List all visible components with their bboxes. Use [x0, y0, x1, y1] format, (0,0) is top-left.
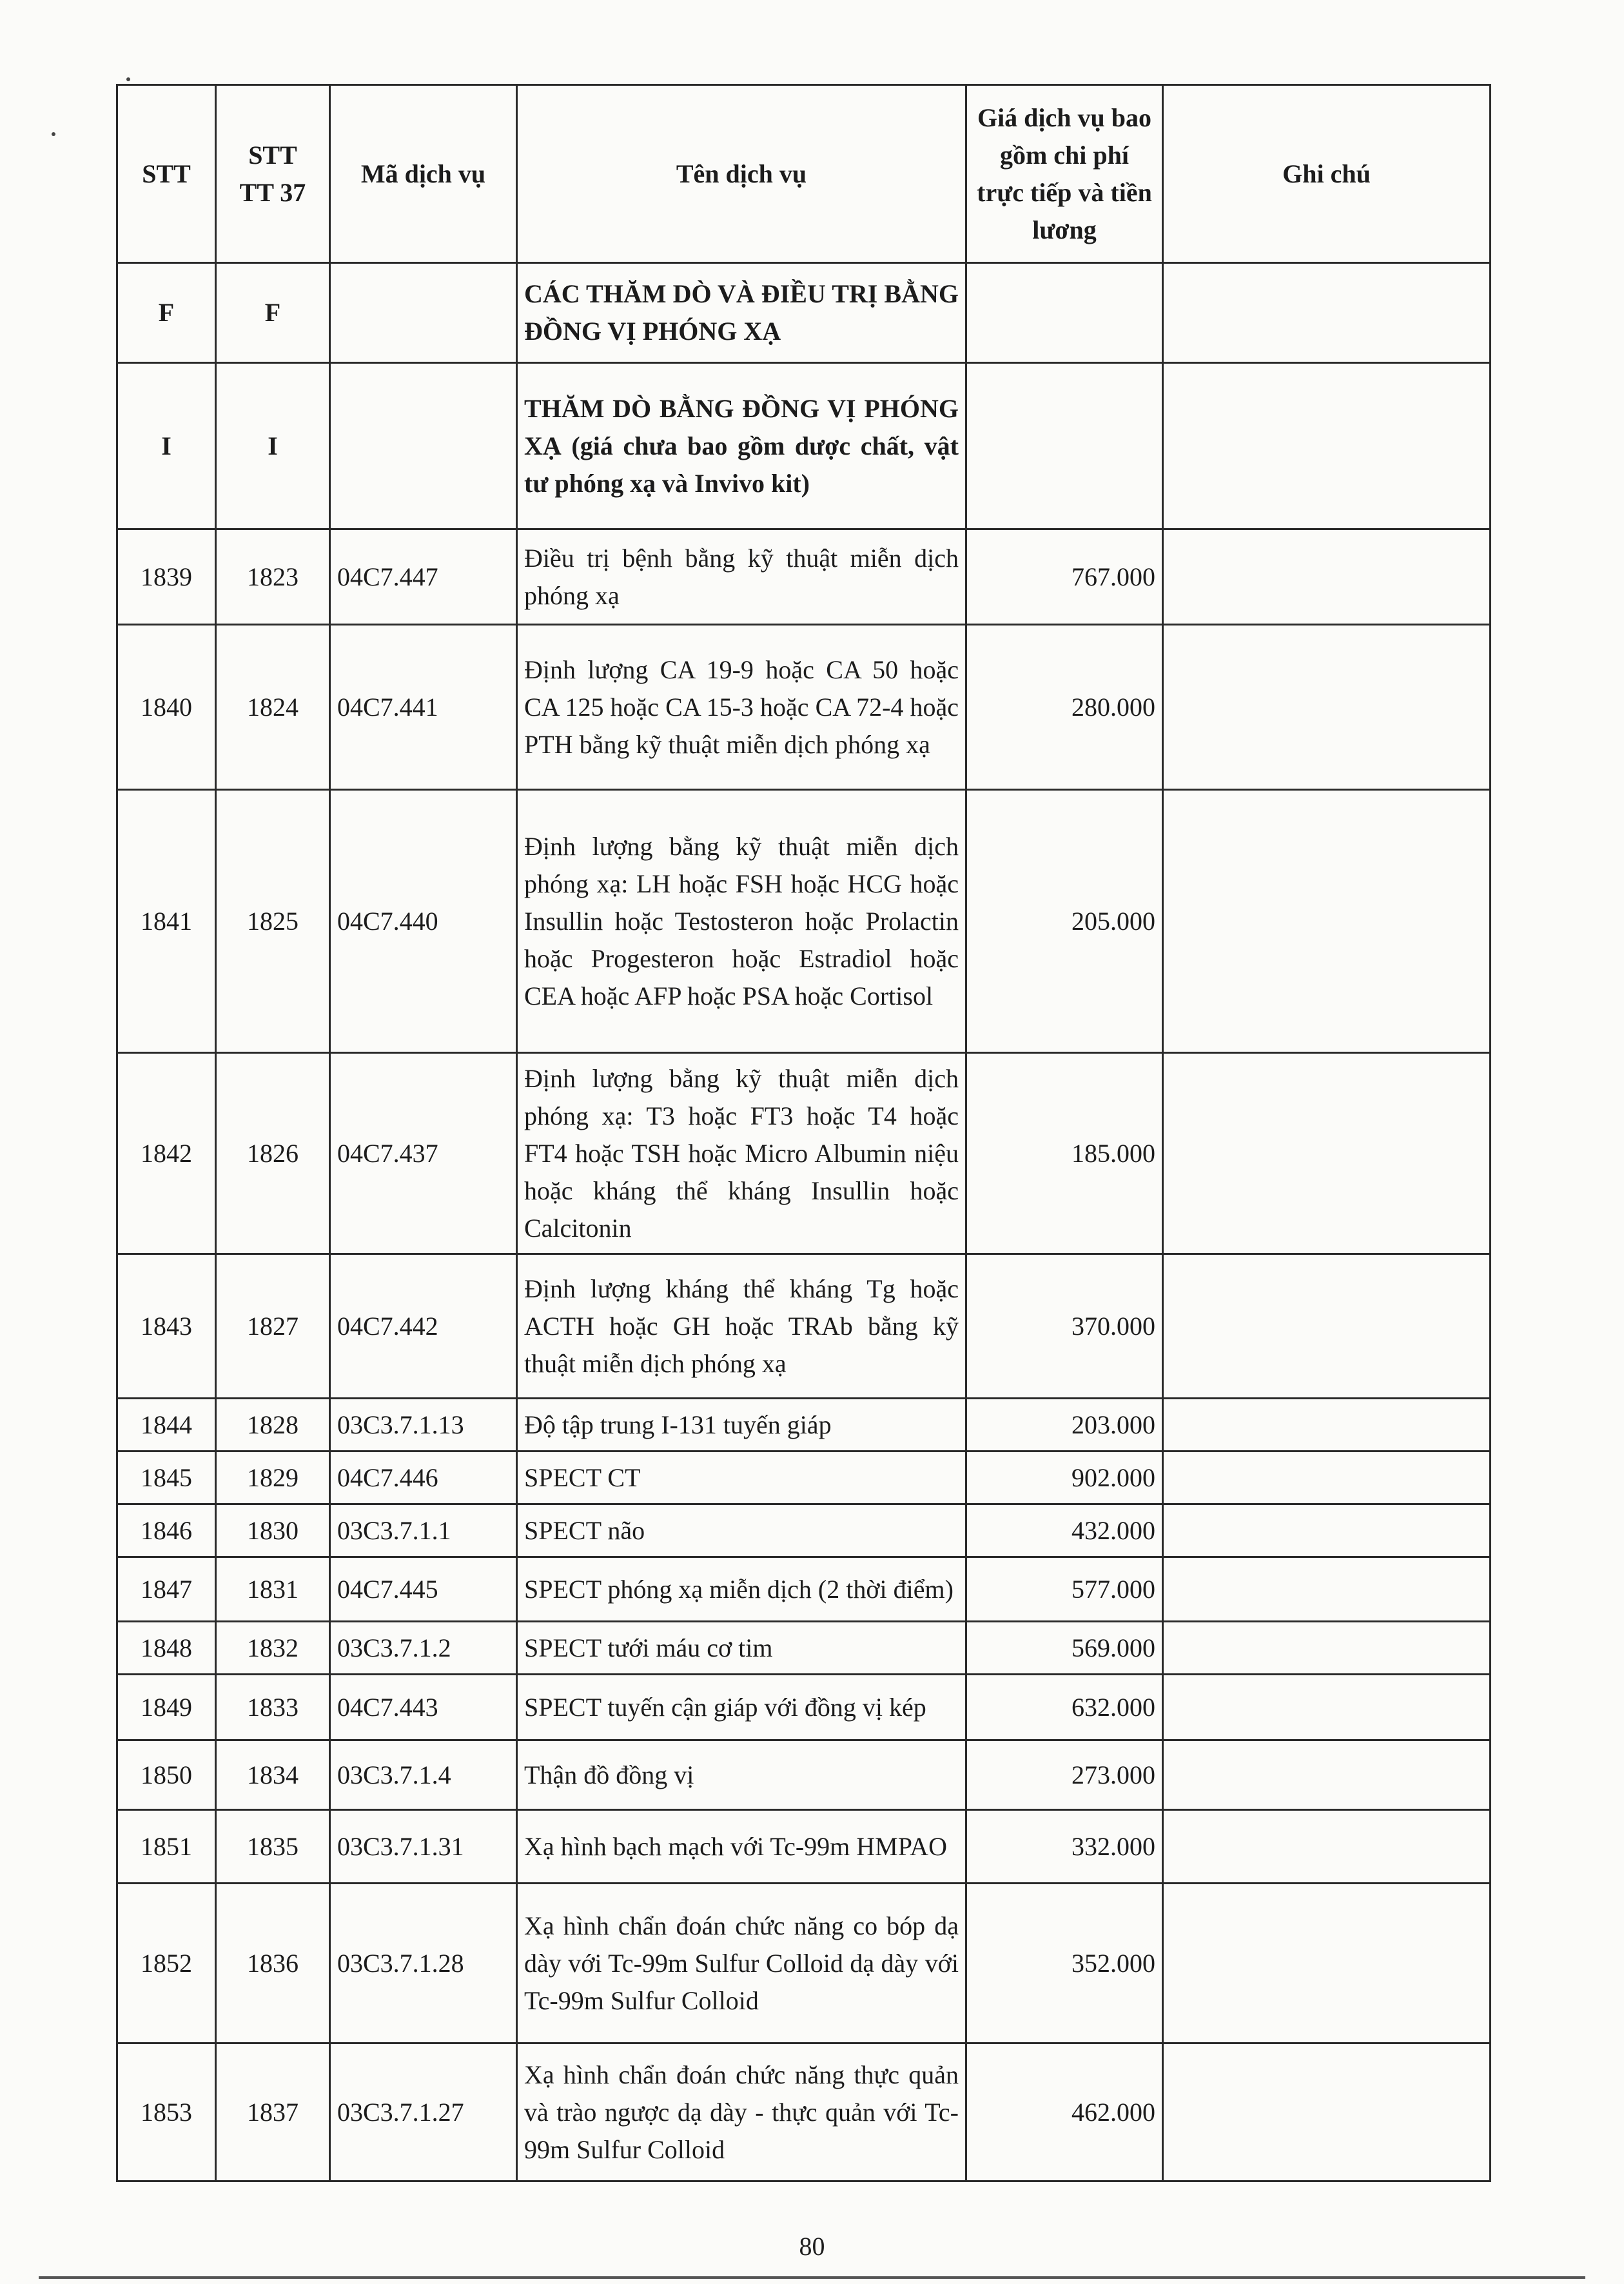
- row-stt: 1851: [117, 1810, 216, 1884]
- row-note: [1163, 2043, 1491, 2181]
- row-stt: 1848: [117, 1622, 216, 1675]
- row-service-code: 03C3.7.1.1: [330, 1504, 517, 1557]
- row-stt: 1845: [117, 1452, 216, 1504]
- table-row: [117, 2043, 1491, 2181]
- row-price: 432.000: [966, 1504, 1163, 1557]
- row-service-name: Xạ hình bạch mạch với Tc-99m HMPAO: [517, 1810, 966, 1884]
- row-stt: 1852: [117, 1884, 216, 2043]
- row-service-name: Định lượng bằng kỹ thuật miễn dịch phóng xạ: T3 hoặc FT3 hoặc T4 hoặc FT4 hoặc TSH hoặc Micro Albumin niệu hoặc kháng thể kháng Insullin hoặc Calcitonin: [517, 1053, 966, 1254]
- section-row: [117, 363, 1491, 529]
- section-price: [966, 363, 1163, 529]
- row-note: [1163, 1884, 1491, 2043]
- row-price: 332.000: [966, 1810, 1163, 1884]
- row-price: 577.000: [966, 1557, 1163, 1622]
- row-price: 273.000: [966, 1740, 1163, 1810]
- price-table: [116, 84, 1491, 2182]
- scan-speck: [126, 77, 130, 81]
- row-service-code: 04C7.447: [330, 529, 517, 625]
- row-service-name: Xạ hình chẩn đoán chức năng co bóp dạ dày với Tc-99m Sulfur Colloid dạ dày với Tc-99m Sulfur Colloid: [517, 1884, 966, 2043]
- row-price: 352.000: [966, 1884, 1163, 2043]
- row-note: [1163, 790, 1491, 1053]
- table-row: [117, 1452, 1491, 1504]
- row-service-code: 04C7.441: [330, 625, 517, 790]
- row-stt-tt37: 1828: [216, 1399, 330, 1452]
- row-note: [1163, 1452, 1491, 1504]
- row-service-name: SPECT tuyến cận giáp với đồng vị kép: [517, 1675, 966, 1740]
- row-service-name: Định lượng CA 19-9 hoặc CA 50 hoặc CA 125 hoặc CA 15-3 hoặc CA 72-4 hoặc PTH bằng kỹ thuật miễn dịch phóng xạ: [517, 625, 966, 790]
- row-service-code: 03C3.7.1.28: [330, 1884, 517, 2043]
- row-note: [1163, 1675, 1491, 1740]
- row-service-code: 04C7.440: [330, 790, 517, 1053]
- section-code: [330, 363, 517, 529]
- section-note: [1163, 363, 1491, 529]
- row-service-code: 04C7.443: [330, 1675, 517, 1740]
- header-service-name: Tên dịch vụ: [517, 85, 966, 263]
- row-stt-tt37: 1833: [216, 1675, 330, 1740]
- row-stt: 1844: [117, 1399, 216, 1452]
- row-service-code: 03C3.7.1.13: [330, 1399, 517, 1452]
- row-service-name: SPECT CT: [517, 1452, 966, 1504]
- row-price: 569.000: [966, 1622, 1163, 1675]
- row-stt: 1840: [117, 625, 216, 790]
- row-service-code: 03C3.7.1.27: [330, 2043, 517, 2181]
- row-service-name: Độ tập trung I-131 tuyến giáp: [517, 1399, 966, 1452]
- row-stt-tt37: 1834: [216, 1740, 330, 1810]
- table-header-row: [117, 85, 1491, 263]
- row-service-code: 03C3.7.1.4: [330, 1740, 517, 1810]
- row-stt-tt37: 1823: [216, 529, 330, 625]
- row-stt: 1846: [117, 1504, 216, 1557]
- row-stt-tt37: 1829: [216, 1452, 330, 1504]
- row-note: [1163, 1740, 1491, 1810]
- row-service-code: 04C7.445: [330, 1557, 517, 1622]
- row-price: 185.000: [966, 1053, 1163, 1254]
- row-note: [1163, 1504, 1491, 1557]
- table-row: [117, 1557, 1491, 1622]
- row-stt-tt37: 1825: [216, 790, 330, 1053]
- row-price: 203.000: [966, 1399, 1163, 1452]
- table-row: [117, 1810, 1491, 1884]
- section-row: [117, 263, 1491, 363]
- header-stt-tt37: STT TT 37: [216, 85, 330, 263]
- row-service-code: 03C3.7.1.31: [330, 1810, 517, 1884]
- row-stt-tt37: 1826: [216, 1053, 330, 1254]
- header-price: Giá dịch vụ bao gồm chi phí trực tiếp và tiền lương: [966, 85, 1163, 263]
- row-price: 370.000: [966, 1254, 1163, 1399]
- row-note: [1163, 1053, 1491, 1254]
- row-stt: 1850: [117, 1740, 216, 1810]
- section-title: THĂM DÒ BẰNG ĐỒNG VỊ PHÓNG XẠ (giá chưa bao gồm dược chất, vật tư phóng xạ và Invivo kit): [517, 363, 966, 529]
- row-service-name: SPECT não: [517, 1504, 966, 1557]
- header-service-code: Mã dịch vụ: [330, 85, 517, 263]
- row-stt: 1842: [117, 1053, 216, 1254]
- table-row: [117, 1884, 1491, 2043]
- scan-speck: [52, 132, 55, 136]
- row-note: [1163, 1622, 1491, 1675]
- row-price: 632.000: [966, 1675, 1163, 1740]
- bottom-rule: [39, 2276, 1585, 2279]
- row-stt-tt37: 1824: [216, 625, 330, 790]
- row-service-name: SPECT phóng xạ miễn dịch (2 thời điểm): [517, 1557, 966, 1622]
- row-note: [1163, 625, 1491, 790]
- row-price: 280.000: [966, 625, 1163, 790]
- row-service-name: Xạ hình chẩn đoán chức năng thực quản và trào ngược dạ dày - thực quản với Tc-99m Sulfur Colloid: [517, 2043, 966, 2181]
- row-stt: 1839: [117, 529, 216, 625]
- table-row: [117, 1675, 1491, 1740]
- row-stt-tt37: 1836: [216, 1884, 330, 2043]
- row-stt: 1849: [117, 1675, 216, 1740]
- header-stt: STT: [117, 85, 216, 263]
- section-stt: F: [117, 263, 216, 363]
- page-number: 80: [799, 2232, 825, 2261]
- row-note: [1163, 1254, 1491, 1399]
- row-note: [1163, 529, 1491, 625]
- row-stt-tt37: 1835: [216, 1810, 330, 1884]
- row-stt-tt37: 1832: [216, 1622, 330, 1675]
- row-service-name: Điều trị bệnh bằng kỹ thuật miễn dịch phóng xạ: [517, 529, 966, 625]
- row-stt-tt37: 1831: [216, 1557, 330, 1622]
- row-service-code: 04C7.446: [330, 1452, 517, 1504]
- table-row: [117, 1254, 1491, 1399]
- row-stt-tt37: 1830: [216, 1504, 330, 1557]
- table-row: [117, 1053, 1491, 1254]
- table-row: [117, 1399, 1491, 1452]
- row-service-code: 03C3.7.1.2: [330, 1622, 517, 1675]
- row-note: [1163, 1557, 1491, 1622]
- row-note: [1163, 1810, 1491, 1884]
- row-stt: 1843: [117, 1254, 216, 1399]
- header-note: Ghi chú: [1163, 85, 1491, 263]
- section-note: [1163, 263, 1491, 363]
- row-price: 462.000: [966, 2043, 1163, 2181]
- table-row: [117, 1622, 1491, 1675]
- row-service-name: Định lượng kháng thể kháng Tg hoặc ACTH hoặc GH hoặc TRAb bằng kỹ thuật miễn dịch phóng xạ: [517, 1254, 966, 1399]
- row-stt-tt37: 1837: [216, 2043, 330, 2181]
- section-title: CÁC THĂM DÒ VÀ ĐIỀU TRỊ BẰNG ĐỒNG VỊ PHÓNG XẠ: [517, 263, 966, 363]
- row-service-code: 04C7.442: [330, 1254, 517, 1399]
- table-row: [117, 1504, 1491, 1557]
- row-price: 205.000: [966, 790, 1163, 1053]
- row-stt: 1841: [117, 790, 216, 1053]
- row-price: 902.000: [966, 1452, 1163, 1504]
- row-price: 767.000: [966, 529, 1163, 625]
- row-note: [1163, 1399, 1491, 1452]
- section-stt: I: [117, 363, 216, 529]
- row-service-name: Thận đồ đồng vị: [517, 1740, 966, 1810]
- table-row: [117, 625, 1491, 790]
- row-service-name: Định lượng bằng kỹ thuật miễn dịch phóng xạ: LH hoặc FSH hoặc HCG hoặc Insullin hoặc Testosteron hoặc Prolactin hoặc Progesteron hoặc Estradiol hoặc CEA hoặc AFP hoặc PSA hoặc Cortisol: [517, 790, 966, 1053]
- section-price: [966, 263, 1163, 363]
- row-service-name: SPECT tưới máu cơ tim: [517, 1622, 966, 1675]
- table-row: [117, 790, 1491, 1053]
- table-row: [117, 529, 1491, 625]
- section-stt-tt37: I: [216, 363, 330, 529]
- section-code: [330, 263, 517, 363]
- row-stt-tt37: 1827: [216, 1254, 330, 1399]
- row-service-code: 04C7.437: [330, 1053, 517, 1254]
- section-stt-tt37: F: [216, 263, 330, 363]
- row-stt: 1847: [117, 1557, 216, 1622]
- table-row: [117, 1740, 1491, 1810]
- row-stt: 1853: [117, 2043, 216, 2181]
